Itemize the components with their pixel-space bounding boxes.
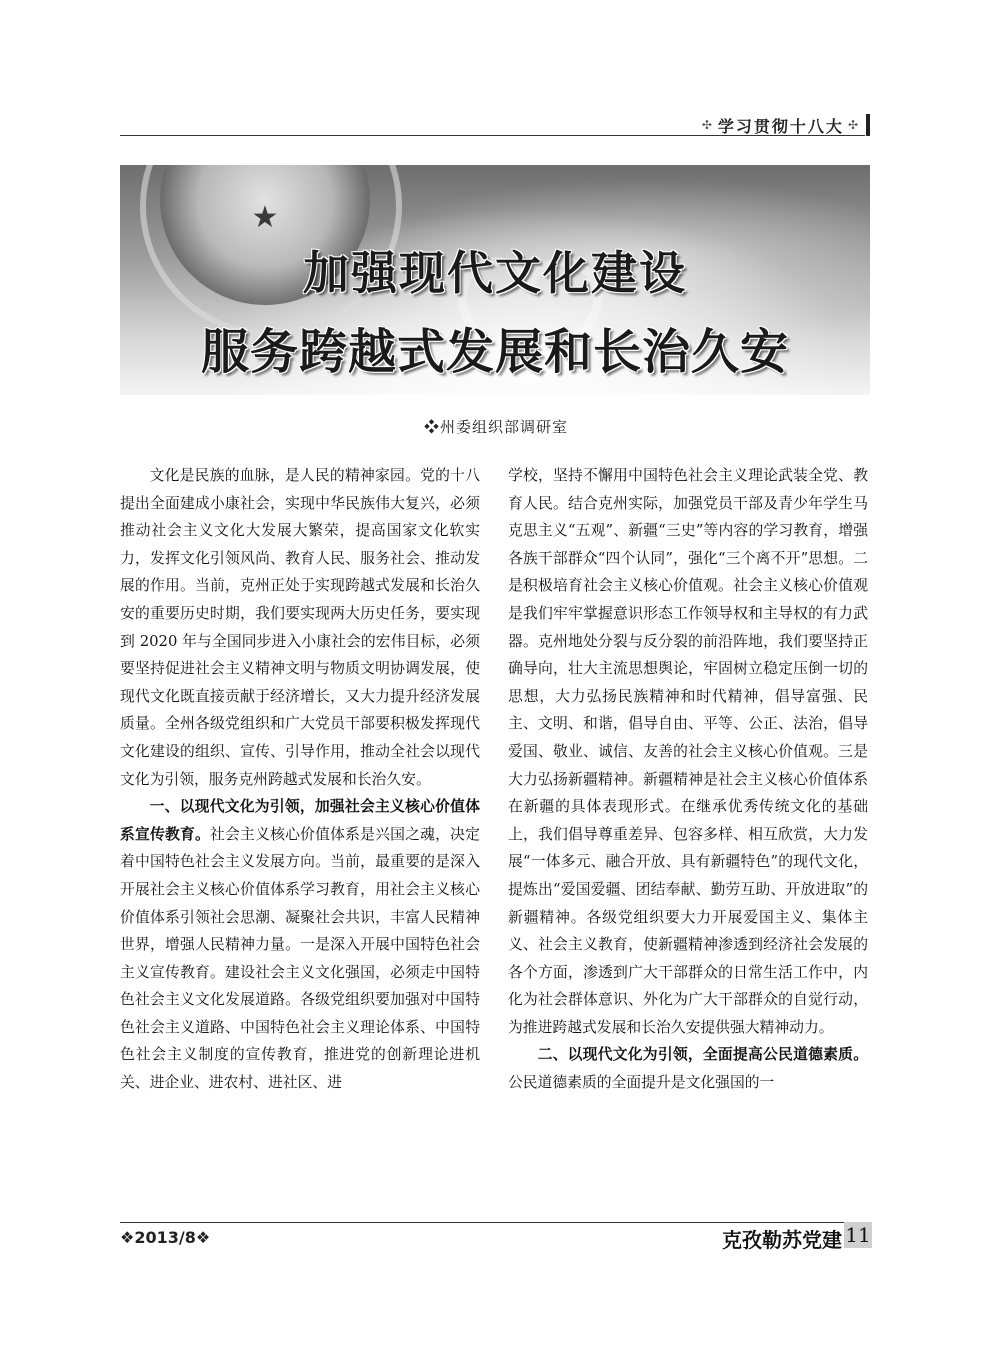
article-title-line-2: 服务跨越式发展和长治久安 <box>200 324 789 380</box>
ornament-right-icon: ✣ <box>847 118 860 132</box>
section-tag <box>702 114 870 136</box>
article-title-line-1: 加强现代文化建设 <box>303 246 687 300</box>
left-column <box>120 462 480 1097</box>
footer-rule <box>120 1222 850 1223</box>
section-heading: 二、以现代文化为引领，全面提高公民道德素质。 <box>537 1046 868 1064</box>
star-icon: ★ <box>251 200 279 235</box>
paragraph-body: 社会主义核心价值体系是兴国之魂，决定着中国特色社会主义发展方向。当前，最重要的是深入开展社会主义核心价值体系学习教育，用社会主义核心价值体系引领社会思潮、凝聚社会共识，丰富人民精神世界，增强人民精神力量。一是深入开展中国特色社会主义宣传教育。建设社会主义文化强国，必须走中国特色社会主义文化发展道路。各级党组织要加强对中国特色社会主义道路、中国特色社会主义理论体系、中国特色社会主义制度的宣传教育，推进党的创新理论进机关、进企业、进农村、进社区、进 <box>120 825 480 1092</box>
magazine-name: 克孜勒苏党建 <box>722 1228 842 1252</box>
paragraph-body: 公民道德素质的全面提升是文化强国的一 <box>508 1074 775 1092</box>
issue-label: ❖2013/8❖ <box>120 1228 211 1247</box>
title-banner <box>120 165 870 395</box>
paragraph: 文化是民族的血脉，是人民的精神家园。党的十八提出全面建成小康社会，实现中华民族伟大复兴，必须推动社会主义文化大发展大繁荣，提高国家文化软实力，发挥文化引领风尚、教育人民、服务社会、推动发展的作用。当前，克州正处于实现跨越式发展和长治久安的重要历史时期，我们要实现两大历史任务，要实现到 2020 年与全国同步进入小康社会的宏伟目标，必须要坚持促进社会主义精神文明与物质文明协调发展，使现代文化既直接贡献于经济增长，又大力提升经济发展质量。全州各级党组织和广大党员干部要积极发挥现代文化建设的组织、宣传、引导作用，推动全社会以现代文化为引领，服务克州跨越式发展和长治久安。 <box>120 467 480 788</box>
page-number: 11 <box>845 1223 871 1247</box>
section-heading: 一、以现代文化为引领，加强社会主义核心价值体系宣传教育。 <box>120 798 480 843</box>
ornament-left-icon: ✣ <box>701 118 714 132</box>
paragraph <box>120 793 480 1097</box>
paragraph: 学校，坚持不懈用中国特色社会主义理论武装全党、教育人民。结合克州实际，加强党员干部及青少年学生马克思主义“五观”、新疆“三史”等内容的学习教育，增强各族干部群众“四个认同”，强化“三个离不开”思想。二是积极培育社会主义核心价值观。社会主义核心价值观是我们牢牢掌握意识形态工作领导权和主导权的有力武器。克州地处分裂与反分裂的前沿阵地，我们要坚持正确导向，壮大主流思想舆论，牢固树立稳定压倒一切的思想，大力弘扬民族精神和时代精神，倡导富强、民主、文明、和谐，倡导自由、平等、公正、法治，倡导爱国、敬业、诚信、友善的社会主义核心价值观。三是大力弘扬新疆精神。新疆精神是社会主义核心价值体系在新疆的具体表现形式。在继承优秀传统文化的基础上，我们倡导尊重差异、包容多样、相互欣赏，大力发展“一体多元、融合开放、具有新疆特色”的现代文化，提炼出“爱国爱疆、团结奉献、勤劳互助、开放进取”的新疆精神。各级党组织要大力开展爱国主义、集体主义、社会主义教育，使新疆精神渗透到经济社会发展的各个方面，渗透到广大干部群众的日常生活工作中，内化为社会群体意识、外化为广大干部群众的自觉行动，为推进跨越式发展和长治久安提供强大精神动力。 <box>508 467 868 1036</box>
right-column <box>508 462 868 1097</box>
byline: ❖州委组织部调研室 <box>423 418 568 436</box>
section-tag-bar <box>866 114 870 136</box>
paragraph <box>508 1041 868 1096</box>
section-tag-label: 学习贯彻十八大 <box>717 116 844 136</box>
